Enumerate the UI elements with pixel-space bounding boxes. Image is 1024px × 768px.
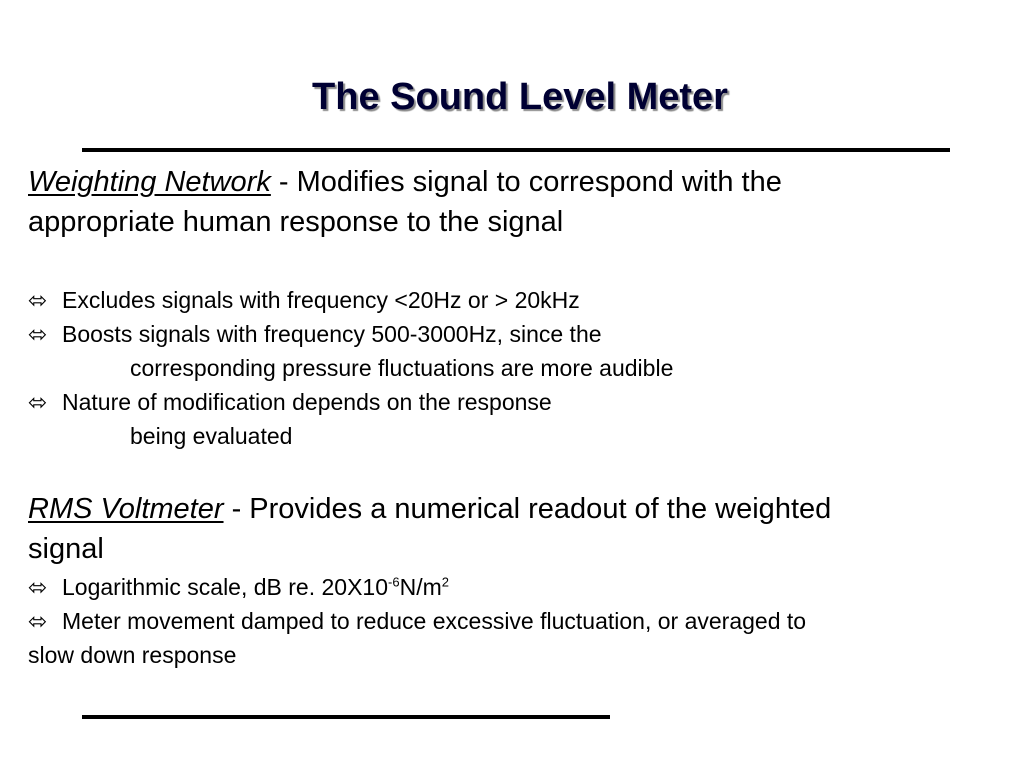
bullet-item: ⬄ Boosts signals with frequency 500-3000Hz, since the — [28, 317, 673, 351]
section-description-continued: signal — [28, 533, 104, 565]
section-description: - Modifies signal to correspond with the — [270, 166, 782, 198]
section-description: - Provides a numerical readout of the weighted — [223, 493, 832, 525]
weighting-network-bullets — [28, 283, 673, 453]
section-heading — [28, 489, 831, 529]
left-right-double-arrow-icon: ⬄ — [28, 321, 48, 347]
bullet-continuation: slow down response — [28, 642, 237, 668]
rms-voltmeter-section — [28, 489, 831, 569]
bullet-item: ⬄ Logarithmic scale, dB re. $20X10^{-6}N/m^2$ — [28, 570, 806, 604]
bullet-continuation: corresponding pressure fluctuations are more audible — [130, 355, 674, 381]
title-divider — [82, 148, 950, 152]
exponent: -6 — [388, 574, 400, 590]
left-right-double-arrow-icon: ⬄ — [28, 608, 48, 634]
exponent: 2 — [441, 574, 449, 590]
section-description-continued: appropriate human response to the signal — [28, 206, 564, 238]
weighting-network-section — [28, 162, 782, 242]
left-right-double-arrow-icon: ⬄ — [28, 389, 48, 415]
left-right-double-arrow-icon: ⬄ — [28, 574, 48, 600]
bullet-item: ⬄ Nature of modification depends on the response — [28, 385, 673, 419]
bullet-item: ⬄ Meter movement damped to reduce excessive fluctuation, or averaged to — [28, 604, 806, 638]
bullet-item: ⬄ Excludes signals with frequency <20Hz or > 20kHz — [28, 283, 673, 317]
bullet-continuation: being evaluated — [130, 423, 293, 449]
rms-voltmeter-bullets — [28, 570, 806, 672]
section-term: RMS Voltmeter — [28, 493, 224, 525]
section-term: Weighting Network — [28, 166, 271, 198]
slide-title: The Sound Level Meter — [312, 76, 728, 118]
section-heading — [28, 162, 782, 202]
left-right-double-arrow-icon: ⬄ — [28, 287, 48, 313]
bottom-divider — [82, 715, 610, 719]
